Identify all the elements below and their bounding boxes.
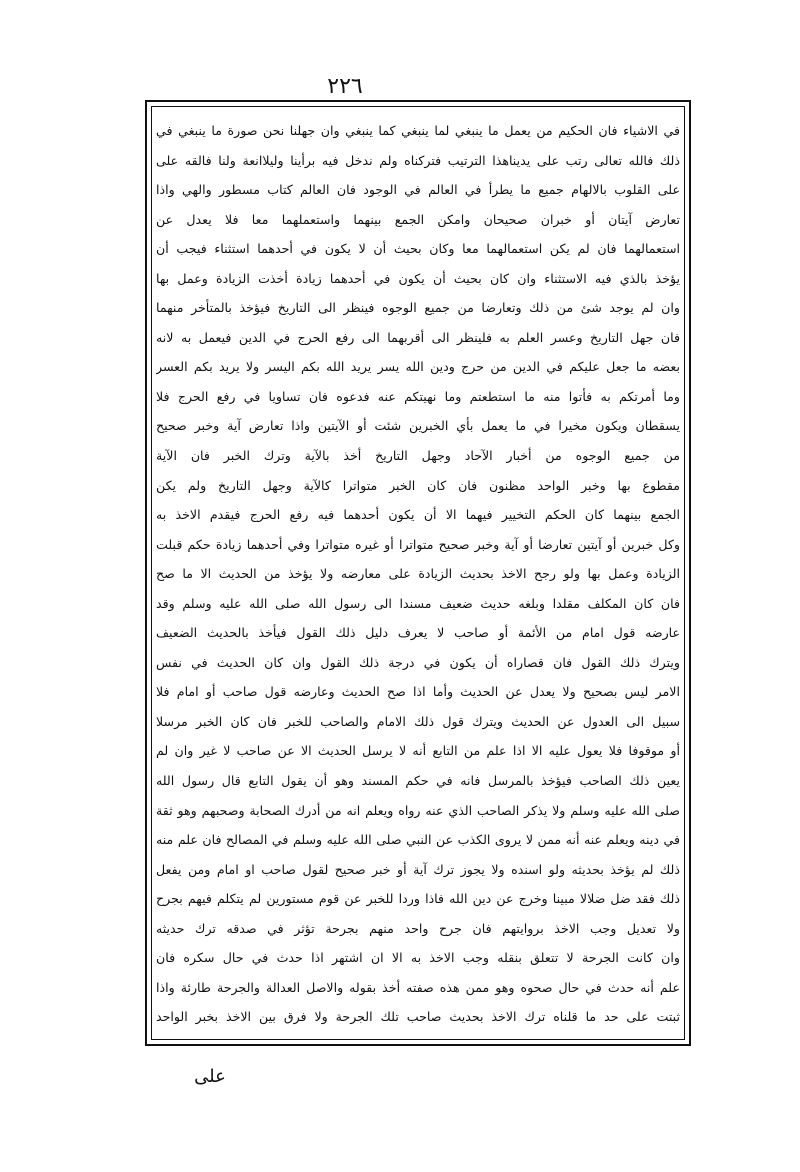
text-line: تعارض آيتان أو خبران صحيحان وامكن الجمع بينهما واستعملهما معا فلا يعدل عن <box>156 211 680 227</box>
text-line: علم أنه حدث في حال صحوه وهو ممن هذه صفته أخذ بقوله والاصل العدالة والجرحة طارئة واذا <box>156 979 680 995</box>
catchword: على <box>194 1066 226 1087</box>
text-line: ويترك ذلك القول فان قصاراه أن يكون في درجة ذلك القول وان كان الحديث في نفس <box>156 654 680 670</box>
text-line: وما أمرتكم به فأتوا منه ما استطعتم وما نهيتكم عنه فدعوه فان تساويا في رفع الحرج فلا <box>156 388 680 404</box>
text-line: يؤخذ بالذي فيه الاستثناء وان كان بحيث أن يكون في أحدهما زيادة أخذت الزيادة وعمل بها <box>156 270 680 286</box>
page-number: ٢٢٦ <box>327 74 363 99</box>
text-line: في دينه ويعلم عنه أنه ممن لا يروى الكذب عن النبي صلى الله عليه وسلم في المصالح فان علم منه <box>156 832 680 848</box>
text-line: وان لم يوجد شئ من ذلك وتعارضا من جميع الوجوه فينظر الى التاريخ فيؤخذ بالمتأخر منهما <box>156 300 680 316</box>
text-line: استعمالهما فان لم يكن استعمالهما معا وكان بحيث أن لا يكون في أحدهما استثناء فيجب أن <box>156 241 680 257</box>
text-line: ولا تعديل وجب الاخذ بروايتهم فان جرح واحد منهم بجرحة تؤثر في صدقه ترك حديثه <box>156 920 680 936</box>
text-line: ذلك فالله تعالى رتب على يديناهذا الترتيب فتركناه ولم ندخل فيه برأينا وليلاانعة ولنا فالقه على <box>156 152 680 168</box>
text-line: الزيادة وعمل بها ولو رجح الاخذ بحديث الزيادة على معارضه ولا يؤخذ من الحديث الا ما صح <box>156 566 680 582</box>
text-line: فان كان المكلف مقلدا وبلغه حديث ضعيف مسندا الى رسول الله صلى الله عليه وسلم وقد <box>156 595 680 611</box>
text-line: وان كانت الجرحة لا تتعلق بنقله وجب الاخذ به الا ان اشتهر اذا حدث في حال سكره فان <box>156 950 680 966</box>
text-line: عارضه قول امام من الأئمة أو صاحب لا يعرف دليل ذلك القول فيأخذ بالحديث الضعيف <box>156 625 680 641</box>
text-line: ذلك لم يؤخذ بحديثه ولو اسنده ولا يجوز ترك آية أو خبر صحيح لقول صاحب او امام ومن يفعل <box>156 861 680 877</box>
text-line: من جميع الوجوه من أخبار الآحاد وجهل التاريخ أخذ بالآية وترك الخبر فان الآية <box>156 448 680 464</box>
text-line: ثبتت على حد ما قلناه ترك الاخذ بحديث صاحب تلك الجرحة ولا فرق بين الاخذ بخبر الواحد <box>156 1009 680 1025</box>
text-line: مقطوع بها وخبر الواحد مظنون فان كان الخبر متواترا كالآية وجهل التاريخ ولم يكن <box>156 477 680 493</box>
text-block <box>156 116 680 1034</box>
text-line: صلى الله عليه وسلم ولا يذكر الصاحب الذي عنه رواه ويعلم انه من أدرك الصحابة وصحبهم وهو ثقة <box>156 802 680 818</box>
text-line: سبيل الى العدول عن الحديث ويترك قول ذلك الامام والصاحب للخبر فان كان الخبر مرسلا <box>156 713 680 729</box>
text-line <box>156 1032 680 1034</box>
text-line: في الاشياء فان الحكيم من يعمل ما ينبغي لما ينبغي كما ينبغي وان جهلنا نحن صورة ما ينبغي في <box>156 123 680 138</box>
text-line: يسقطان ويكون مخيرا في ما يعمل بأي الخبرين شئت أو الآيتين واذا تعارض آية وخبر صحيح <box>156 418 680 434</box>
text-line: بعضه ما جعل عليكم في الدين من حرج ودين الله يسر يريد الله بكم اليسر ولا يريد بكم العسر <box>156 359 680 375</box>
text-line: الجمع بينهما كان الحكم التخيير فيهما الا أن يكون أحدهما فيه رفع الحرج فيقدم الاخذ به <box>156 507 680 523</box>
text-line: ذلك فقد ضل ضلالا مبينا وخرج عن دين الله فاذا وردا للخبر عن قوم مستورين لم يتكلم فيهم بجرح <box>156 891 680 907</box>
text-line: الامر ليس بصحيح ولا يعدل عن الحديث وأما اذا صح الحديث وعارضه قول صاحب أو امام فلا <box>156 684 680 700</box>
text-line: يعين ذلك الصاحب فيؤخذ بالمرسل فانه في حكم المسند وهو أن يقول التابع قال رسول الله <box>156 773 680 789</box>
text-line: فان جهل التاريخ وعسر العلم به فلينظر الى أقربهما الى رفع الحرج في الدين فيعمل به لانه <box>156 329 680 345</box>
text-line: أو موقوفا فلا يعول عليه الا اذا علم من التابع أنه لا يرسل الحديث الا عن صاحب لا غير وان لم <box>156 743 680 759</box>
text-line: على القلوب بالالهام جميع ما يطرأ في العالم في الوجود فان العالم كتاب مسطور والهي واذا <box>156 182 680 198</box>
text-line: وكل خبرين أو آيتين تعارضا أو آية وخبر صحيح متواترا أو غيره متواترا وفي أحدهما زيادة حكم قبلت <box>156 536 680 552</box>
